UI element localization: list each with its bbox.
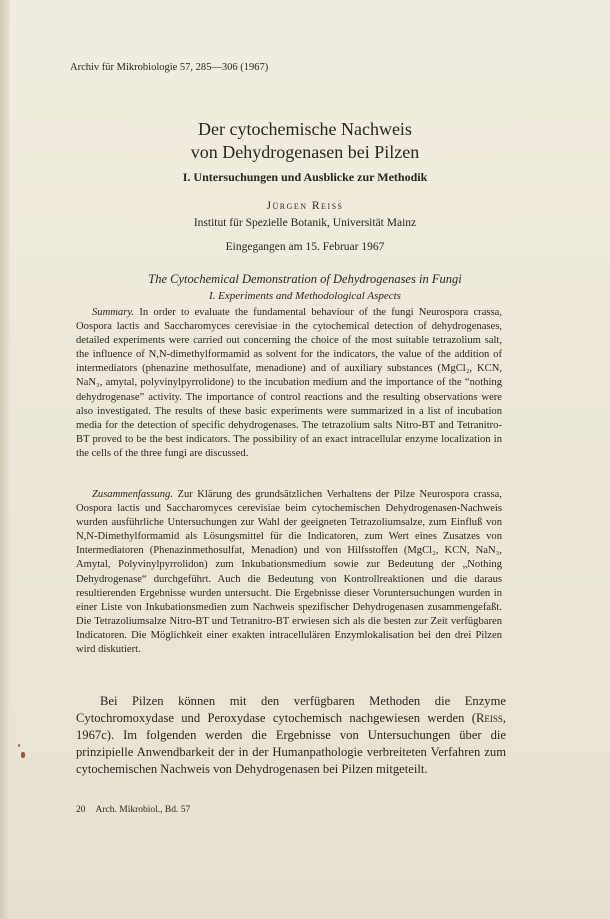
author-name: Jürgen Reiss xyxy=(266,200,344,212)
body-citation: Reiss xyxy=(475,711,503,726)
english-subtitle: I. Experiments and Methodological Aspects xyxy=(209,290,401,302)
summary-paragraph xyxy=(76,306,502,461)
subtitle: I. Untersuchungen und Ausblicke zur Methodik xyxy=(182,170,428,184)
institute: Institut für Spezielle Botanik, Universität Mainz xyxy=(193,217,417,229)
zusammenfassung-text: Zur Klärung des grundsätzlichen Verhaltens der Pilze Neurospora crassa, Oospora lactis und Saccharomyces cerevisiae beim cytochemischen Dehydrogenasen-Nachweis wurden ausführliche Untersuchungen zur Wahl der geeigneten Tetrazoliumsalze, zum Einfluß von N,N-Dimethylformamid als Lösungsmittel für die Indicatoren, zum Wert eines Zusatzes von Intermediatoren (Phenazinmethosulfat, Menadion) und von Hilfsstoffen (MgCl₂, KCN, NaN₃, Amytal, Polyvinylpyrrolidon) zum Inkubationsmedium sowie zur Bedeutung der „Nothing Dehydrogenase“ durchgeführt. Auch die Bedeutung von Kontrollreaktionen und die daraus resultierenden Ergebnisse wurden untersucht. Die Ergebnisse dieser Voruntersuchungen wurden in einer Liste von Inkubationsmedien zum Nachweis spezifischer Dehydrogenasen zusammengefaßt. Die Tetrazoliumsalze Nitro-BT und Tetranitro-BT erwiesen sich als die besten zur Zeit verfügbaren Indicatoren. Die Möglichkeit einer exakten intracellulären Enzymlokalisation bei den drei Pilzen wird diskutiert. xyxy=(76,489,502,656)
zusammenfassung-paragraph xyxy=(76,488,502,657)
body-paragraph xyxy=(76,693,506,778)
received-date: Eingegangen am 15. Februar 1967 xyxy=(225,241,385,253)
journal-citation: Archiv für Mikrobiologie 57, 285—306 (1967) xyxy=(70,62,269,73)
footer-number: 20 xyxy=(76,805,86,815)
summary-text: In order to evaluate the fundamental behaviour of the fungi Neurospora crassa, Oospora lactis and Saccharomyces cerevisiae in the cytochemical detection of dehydrogenases, detailed experiments were carried out concerning the choice of the most suitable tetrazolium salt, the influence of N,N-dimethylformamid as solvent for the indicators, the value of the addition of intermediators (phenazine methosulfate, menadione) and of auxiliary substances (MgCl₂, KCN, NaN₃, amytal, polyvinylpyrrolidone) to the incubation medium and the importance of the “nothing dehydrogenase” activity. The importance of control reactions and the resulting observations were also investigated. The results of these basic experiments were summarized in a list of incubation media for the detection of specific dehydrogenases. The tetrazolium salts Nitro-BT and Tetranitro-BT proved to be the best indicators. The possibility of an exact intracellular enzyme localization in the cells of the three fungi are discussed. xyxy=(76,307,502,459)
zusammenfassung-label: Zusammenfassung. xyxy=(92,489,173,500)
title-line-2: von Dehydrogenasen bei Pilzen xyxy=(190,142,420,162)
body-text-a: Bei Pilzen können mit den verfügbaren Methoden die Enzyme Cytochromoxydase und Peroxydase cytochemisch nachgewiesen werden ( xyxy=(76,694,506,726)
title-line-1: Der cytochemische Nachweis xyxy=(198,119,412,139)
english-title: The Cytochemical Demonstration of Dehydrogenases in Fungi xyxy=(148,272,462,286)
page-footer xyxy=(76,805,190,815)
footer-journal: Arch. Mikrobiol., Bd. 57 xyxy=(95,805,191,815)
ink-spot xyxy=(21,752,25,758)
summary-label: Summary. xyxy=(92,307,135,318)
body-text-b: , 1967c). Im folgenden werden die Ergebnisse von Untersuchungen über die prinzipielle Anwendbarkeit der in der Humanpathologie verbreiteten Verfahren zum cytochemischen Nachweis von Dehydrogenasen bei Pilzen mitgeteilt. xyxy=(76,711,506,777)
ink-spot-small xyxy=(18,744,20,747)
page-spine-shadow xyxy=(0,0,10,919)
